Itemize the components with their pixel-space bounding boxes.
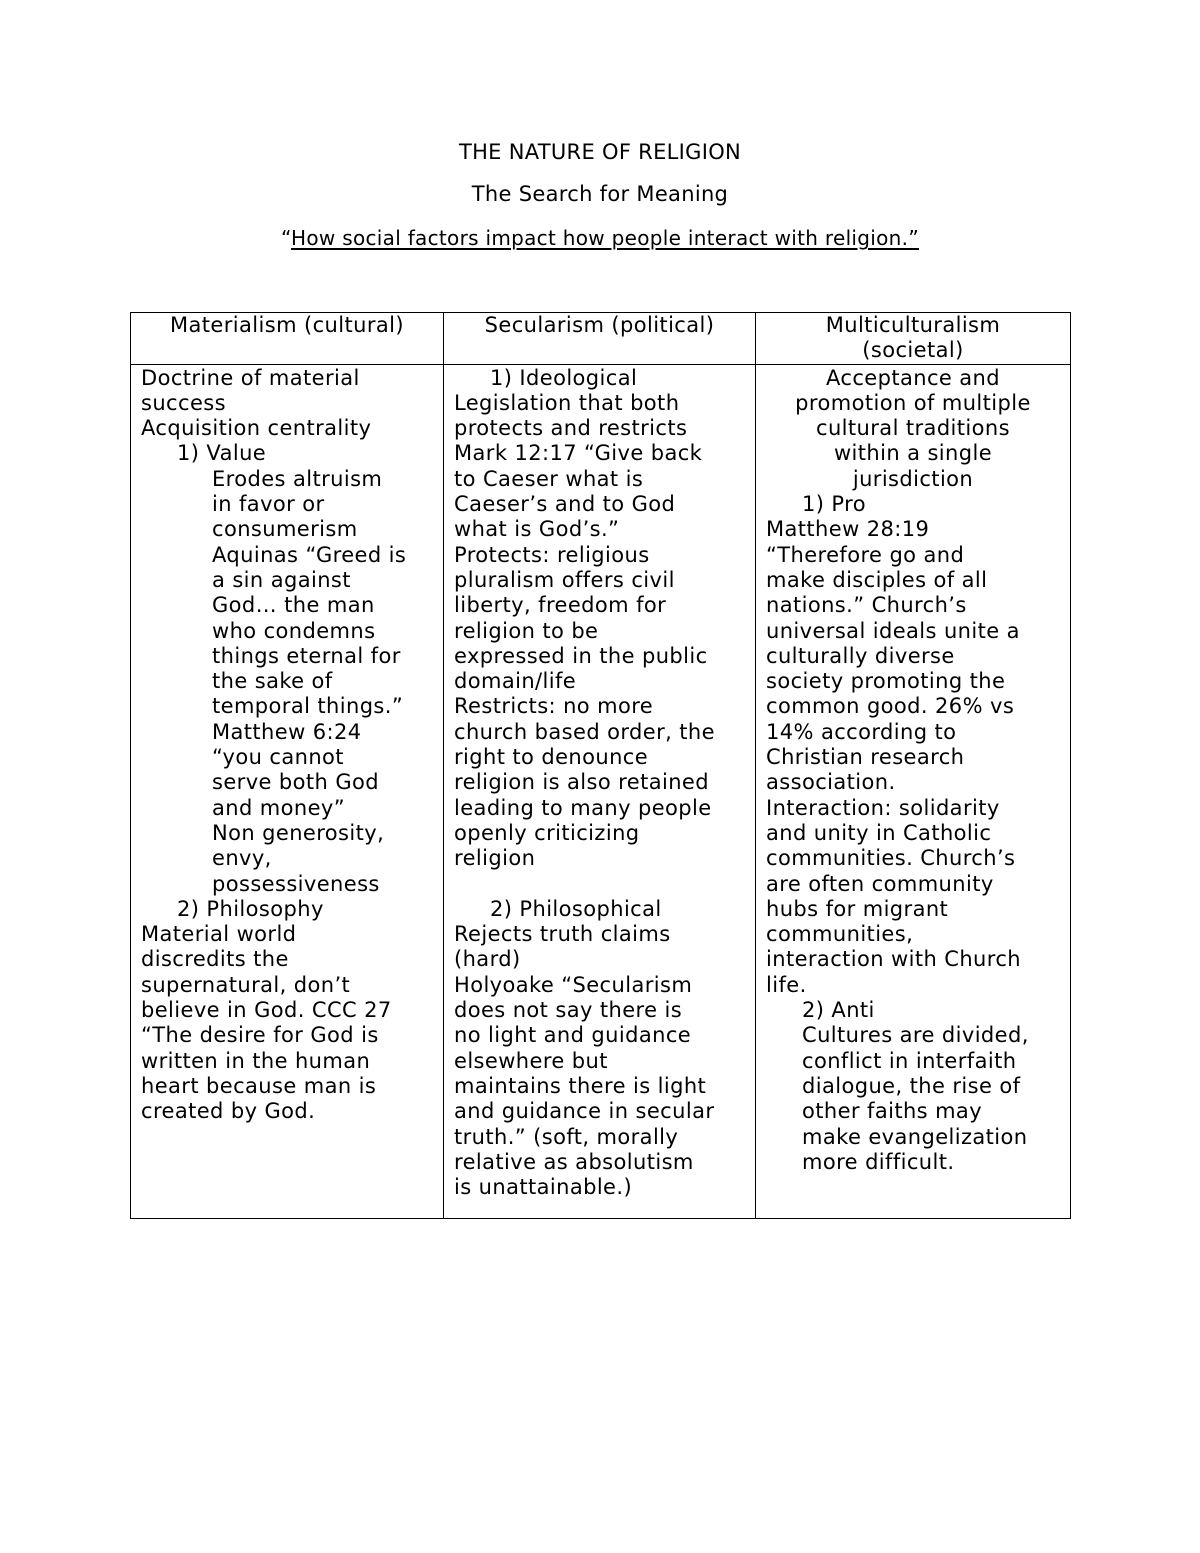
cell-line: 1) Ideological	[490, 365, 638, 390]
cell-line: protects and restricts	[454, 416, 688, 441]
secularism-cell	[444, 364, 756, 1218]
cell-line: truth.” (soft, morally	[454, 1124, 679, 1149]
cell-line: to Caeser what is	[454, 466, 644, 491]
cell-line: envy,	[212, 846, 272, 871]
cell-line: possessiveness	[212, 871, 380, 896]
cell-line: Legislation that both	[454, 390, 680, 415]
cell-line: things eternal for	[212, 643, 401, 668]
quote-open-mark: “	[281, 226, 292, 250]
cell-line: expressed in the public	[454, 643, 708, 668]
cell-line: Holyoake “Secularism	[454, 972, 693, 997]
cell-line: church based order, the	[454, 719, 715, 744]
header-line: (societal)	[862, 338, 964, 363]
cell-line: liberty, freedom for	[454, 593, 667, 618]
header-materialism	[131, 313, 444, 365]
cell-line: success	[141, 390, 226, 415]
header-line: Materialism (cultural)	[170, 313, 404, 337]
document-title: THE NATURE OF RELIGION	[458, 140, 742, 164]
header-multiculturalism	[756, 313, 1071, 365]
cell-line: cultural traditions	[816, 416, 1010, 441]
multiculturalism-cell	[756, 364, 1071, 1218]
cell-line: Non generosity,	[212, 820, 385, 845]
cell-line: Doctrine of material	[141, 365, 360, 390]
cell-line: other faiths may	[802, 1099, 983, 1124]
cell-line: Protects: religious	[454, 542, 650, 567]
cell-line: life.	[766, 972, 807, 997]
cell-line: conflict in interfaith	[802, 1048, 1017, 1073]
cell-line: 2) Anti	[802, 998, 875, 1023]
blank-line	[454, 872, 745, 897]
cell-line: religion is also retained	[454, 770, 709, 795]
cell-line: more difficult.	[802, 1149, 955, 1174]
cell-line: are often community	[766, 871, 994, 896]
cell-line: heart because man is	[141, 1073, 377, 1098]
cell-line: within a single	[833, 441, 993, 466]
cell-line: domain/life	[454, 669, 577, 694]
cell-line: Erodes altruism	[212, 466, 383, 491]
cell-line: supernatural, don’t	[141, 972, 351, 997]
cell-line: (hard)	[454, 947, 521, 972]
cell-line: “Therefore go and	[766, 542, 965, 567]
cell-line: “you cannot	[212, 745, 344, 770]
cell-line: serve both God	[212, 770, 379, 795]
materialism-cell	[131, 364, 444, 1218]
cell-line: common good. 26% vs	[766, 694, 1015, 719]
cell-line: Aquinas “Greed is	[212, 542, 407, 567]
cell-line: communities. Church’s	[766, 846, 1016, 871]
cell-line: right to denounce	[454, 745, 649, 770]
cell-line: nations.” Church’s	[766, 593, 967, 618]
cell-line: Caeser’s and to God	[454, 492, 676, 517]
cell-line: elsewhere but	[454, 1048, 608, 1073]
cell-line: 1) Value	[177, 441, 267, 466]
cell-line: “The desire for God is	[141, 1023, 379, 1048]
header-line: Multiculturalism	[825, 313, 1001, 337]
cell-line: and money”	[212, 795, 346, 820]
cell-line: culturally diverse	[766, 643, 955, 668]
cell-line: Cultures are divided,	[802, 1023, 1029, 1048]
cell-line: discredits the	[141, 947, 289, 972]
cell-line: Matthew 28:19	[766, 517, 930, 542]
document-subtitle: The Search for Meaning	[471, 182, 729, 206]
cell-line: believe in God. CCC 27	[141, 998, 392, 1023]
header-line: Secularism (political)	[484, 313, 715, 337]
cell-line: 1) Pro	[802, 492, 866, 517]
cell-line: pluralism offers civil	[454, 567, 675, 592]
cell-line: Matthew 6:24	[212, 719, 362, 744]
cell-line: Restricts: no more	[454, 694, 654, 719]
cell-line: relative as absolutism	[454, 1149, 694, 1174]
cell-line: who condemns	[212, 618, 376, 643]
cell-line: and guidance in secular	[454, 1099, 715, 1124]
cell-line: what is God’s.”	[454, 517, 620, 542]
cell-line: society promoting the	[766, 669, 1006, 694]
cell-line: Acquisition centrality	[141, 416, 372, 441]
cell-line: association.	[766, 770, 896, 795]
quote-text: How social factors impact how people interact with religion.”	[291, 226, 919, 250]
cell-line: openly criticizing	[454, 820, 640, 845]
cell-line: communities,	[766, 922, 914, 947]
cell-line: no light and guidance	[454, 1023, 692, 1048]
cell-line: 2) Philosophical	[490, 896, 662, 921]
cell-line: Material world	[141, 922, 297, 947]
cell-line: the sake of	[212, 669, 333, 694]
cell-line: leading to many people	[454, 795, 712, 820]
cell-line: a sin against	[212, 567, 351, 592]
document-quote	[0, 226, 1200, 250]
cell-line: Acceptance and	[826, 365, 1000, 390]
cell-line: religion to be	[454, 618, 599, 643]
cell-line: promotion of multiple	[795, 390, 1031, 415]
table-body-row	[131, 364, 1071, 1218]
cell-line: does not say there is	[454, 998, 683, 1023]
cell-line: 14% according to	[766, 719, 957, 744]
cell-line: make disciples of all	[766, 567, 988, 592]
cell-line: in favor or	[212, 492, 325, 517]
cell-line: Rejects truth claims	[454, 922, 671, 947]
cell-line: make evangelization	[802, 1124, 1028, 1149]
cell-line: is unattainable.)	[454, 1175, 633, 1200]
cell-line: 2) Philosophy	[177, 896, 324, 921]
cell-line: interaction with Church	[766, 947, 1021, 972]
table-header-row	[131, 313, 1071, 365]
header-secularism	[444, 313, 756, 365]
cell-line: created by God.	[141, 1099, 316, 1124]
cell-line: hubs for migrant	[766, 896, 949, 921]
cell-line: dialogue, the rise of	[802, 1073, 1021, 1098]
comparison-table	[130, 312, 1071, 1219]
cell-line: universal ideals unite a	[766, 618, 1020, 643]
cell-line: temporal things.”	[212, 694, 404, 719]
cell-line: jurisdiction	[852, 466, 974, 491]
cell-line: consumerism	[212, 517, 358, 542]
cell-line: and unity in Catholic	[766, 820, 992, 845]
cell-line: God… the man	[212, 593, 375, 618]
cell-line: written in the human	[141, 1048, 371, 1073]
cell-line: Mark 12:17 “Give back	[454, 441, 703, 466]
cell-line: maintains there is light	[454, 1073, 707, 1098]
cell-line: religion	[454, 846, 536, 871]
cell-line: Interaction: solidarity	[766, 795, 1000, 820]
cell-line: Christian research	[766, 745, 965, 770]
